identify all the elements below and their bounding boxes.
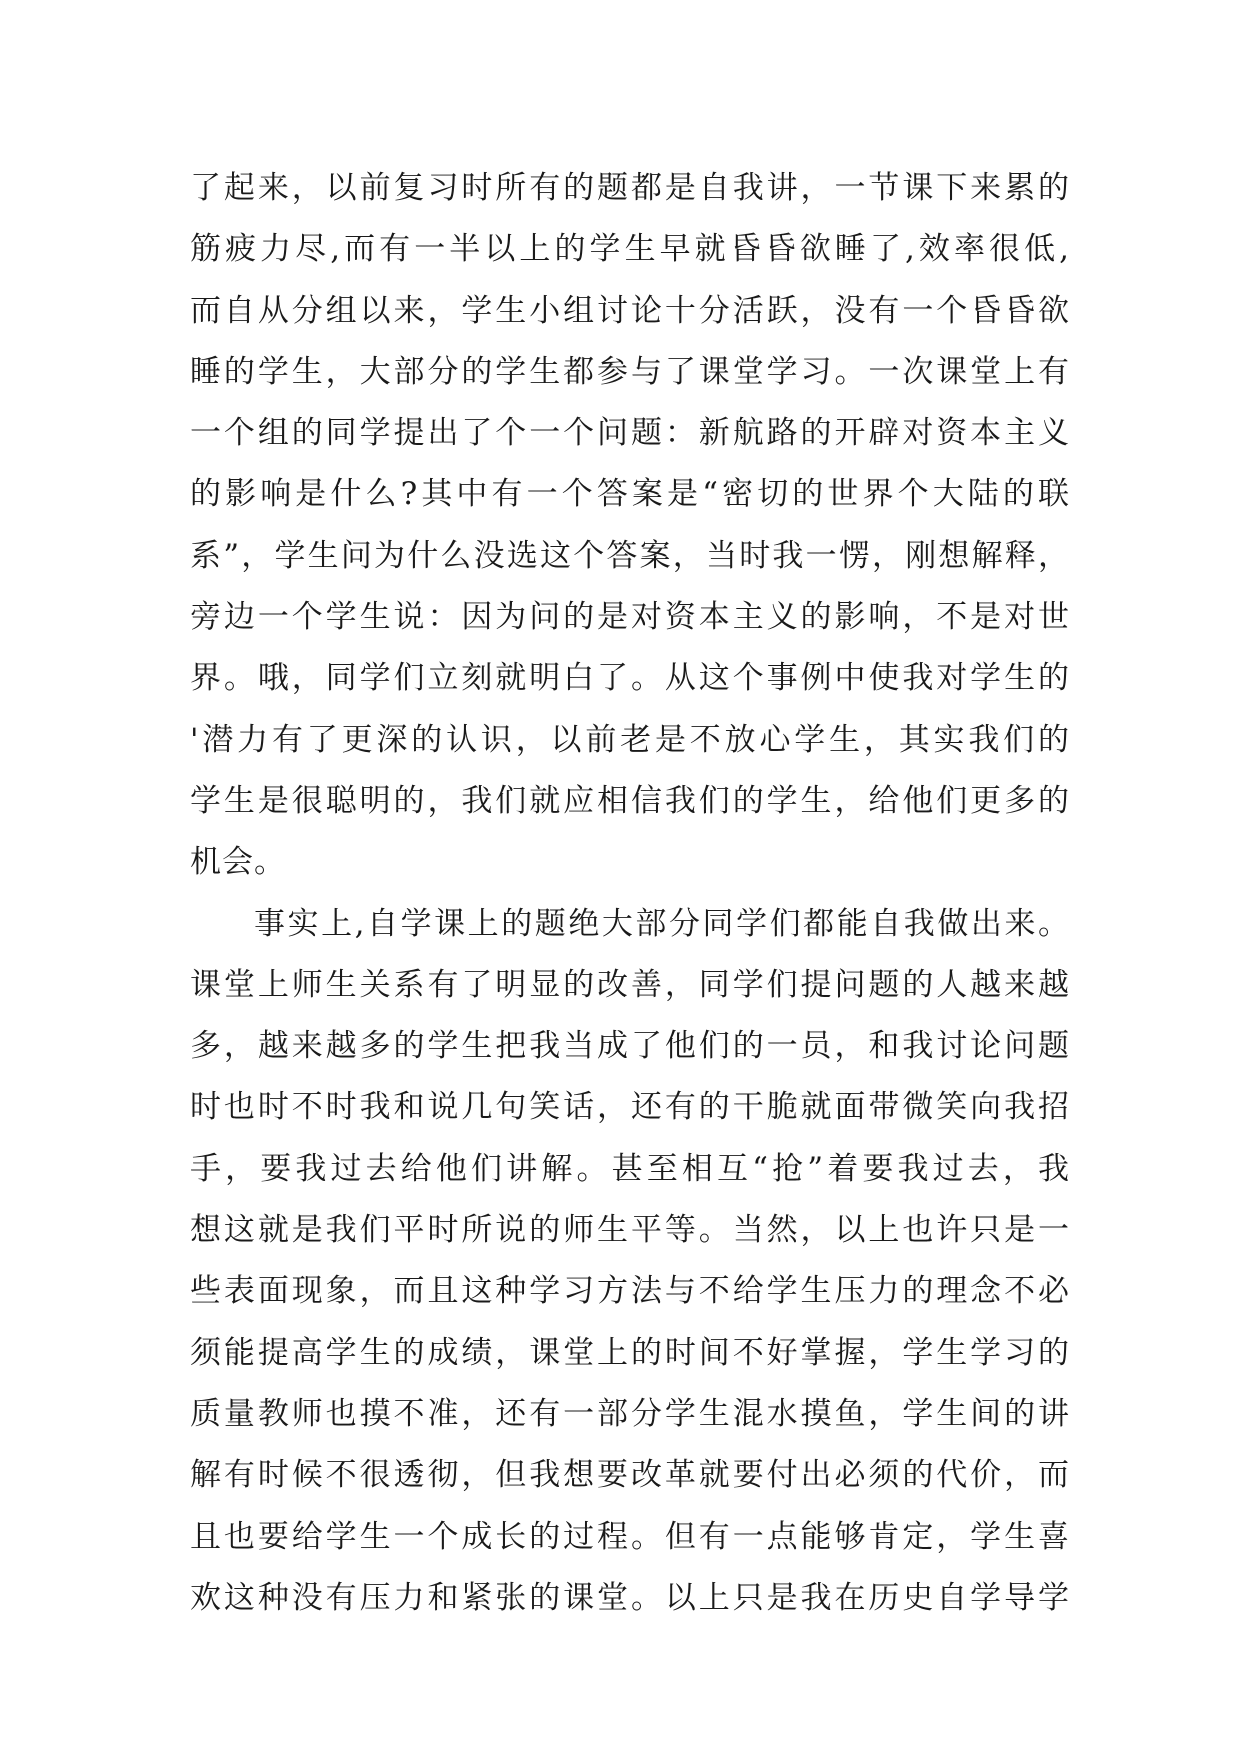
text-line: 的影响是什么?其中有一个答案是“密切的世界个大陆的联 <box>190 476 1070 513</box>
text-line: 睡的学生，大部分的学生都参与了课堂学习。一次课堂上有 <box>190 353 1070 390</box>
text-line: 想这就是我们平时所说的师生平等。当然，以上也许只是一 <box>190 1212 1070 1249</box>
text-line: 解有时候不很透彻，但我想要改革就要付出必须的代价，而 <box>190 1457 1070 1494</box>
text-line: 欢这种没有压力和紧张的课堂。以上只是我在历史自学导学 <box>190 1579 1070 1616</box>
text-line: 学生是很聪明的，我们就应相信我们的学生，给他们更多的 <box>190 782 1070 819</box>
text-line: 些表面现象，而且这种学习方法与不给学生压力的理念不必 <box>190 1273 1070 1310</box>
text-line: 一个组的同学提出了个一个问题：新航路的开辟对资本主义 <box>190 415 1070 452</box>
text-line: 系”，学生问为什么没选这个答案，当时我一愣，刚想解释， <box>190 537 1070 574</box>
paragraph <box>190 158 1070 894</box>
text-line: 质量教师也摸不准，还有一部分学生混水摸鱼，学生间的讲 <box>190 1395 1070 1432</box>
text-line: 机会。 <box>190 844 286 881</box>
text-line: 界。哦，同学们立刻就明白了。从这个事例中使我对学生的 <box>190 660 1070 697</box>
text-line: 而自从分组以来，学生小组讨论十分活跃，没有一个昏昏欲 <box>190 292 1070 329</box>
text-line: 且也要给学生一个成长的过程。但有一点能够肯定，学生喜 <box>190 1518 1070 1555</box>
text-line: 多，越来越多的学生把我当成了他们的一员，和我讨论问题 <box>190 1028 1070 1065</box>
text-line: 筋疲力尽,而有一半以上的学生早就昏昏欲睡了,效率很低, <box>190 231 1070 268</box>
text-line: 了起来，以前复习时所有的题都是自我讲，一节课下来累的 <box>190 170 1070 206</box>
text-line: 课堂上师生关系有了明显的改善，同学们提问题的人越来越 <box>190 966 1070 1003</box>
body-text <box>190 158 1070 1629</box>
text-line: 旁边一个学生说：因为问的是对资本主义的影响，不是对世 <box>190 599 1070 636</box>
text-line: 须能提高学生的成绩，课堂上的时间不好掌握，学生学习的 <box>190 1334 1070 1371</box>
text-line: 事实上,自学课上的题绝大部分同学们都能自我做出来。 <box>254 905 1070 942</box>
text-line: '潜力有了更深的认识，以前老是不放心学生，其实我们的 <box>190 721 1070 758</box>
text-line: 手，要我过去给他们讲解。甚至相互“抢”着要我过去，我 <box>190 1150 1070 1187</box>
text-line: 时也时不时我和说几句笑话，还有的干脆就面带微笑向我招 <box>190 1089 1070 1126</box>
paragraph <box>190 894 1070 1630</box>
